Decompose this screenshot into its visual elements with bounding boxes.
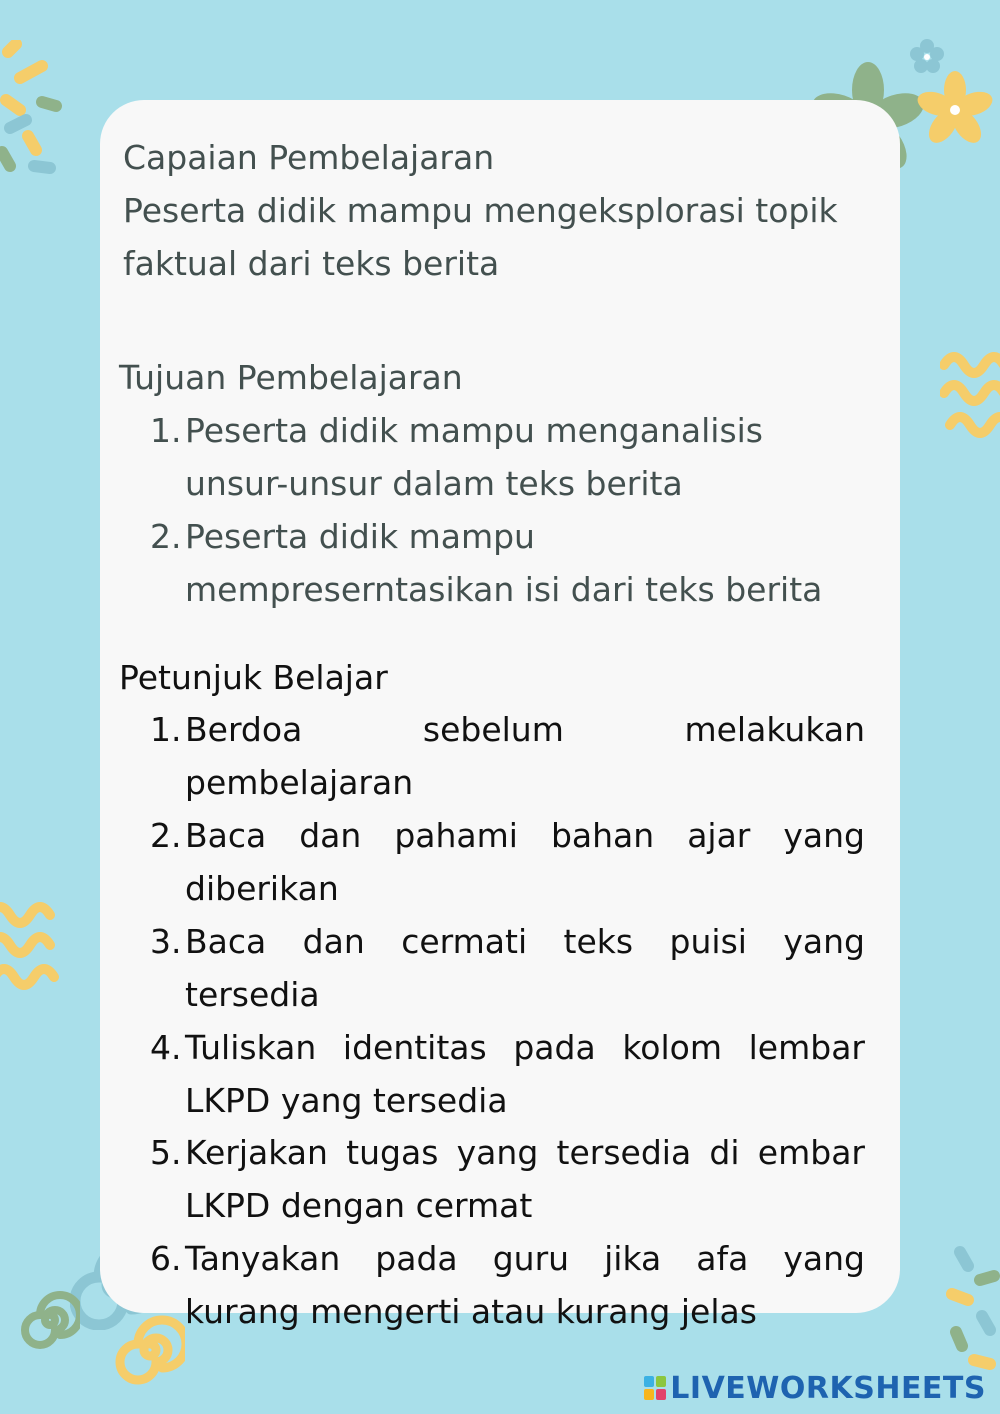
petunjuk-item-number: 4. [150, 1028, 182, 1067]
petunjuk-item-number: 2. [150, 816, 182, 855]
petunjuk-item-number: 3. [150, 922, 182, 961]
petunjuk-item-line-1: Tanyakan pada guru jika afa yang [185, 1239, 865, 1278]
petunjuk-item-line-2: LKPD yang tersedia [185, 1081, 508, 1120]
tujuan-heading: Tujuan Pembelajaran [119, 358, 463, 397]
confetti-top-left-decoration [0, 40, 80, 190]
tujuan-item-number: 2. [150, 517, 182, 556]
flower-small-blue-decoration [905, 35, 949, 79]
petunjuk-item-line-2: tersedia [185, 975, 320, 1014]
petunjuk-item-number: 6. [150, 1239, 182, 1278]
tujuan-item-line-1: Peserta didik mampu [185, 517, 535, 556]
capaian-text-line-2: faktual dari teks berita [123, 244, 500, 283]
squiggle-left-decoration [0, 895, 60, 995]
tujuan-item-line-2: unsur-unsur dalam teks berita [185, 464, 683, 503]
capaian-text-line-1: Peserta didik mampu mengeksplorasi topik [123, 191, 838, 230]
spiral-green-decoration [20, 1290, 80, 1350]
petunjuk-item-line-1: Berdoa sebelum melakukan [185, 710, 865, 749]
petunjuk-item-line-2: pembelajaran [185, 763, 414, 802]
liveworksheets-logo-text: LIVEWORKSHEETS [670, 1370, 986, 1406]
flower-yellow-decoration [915, 70, 995, 150]
petunjuk-item-line-1: Kerjakan tugas yang tersedia di embar [185, 1133, 865, 1172]
squiggle-right-decoration [940, 345, 1000, 445]
petunjuk-item-line-1: Tuliskan identitas pada kolom lembar [185, 1028, 865, 1067]
spiral-yellow-decoration [115, 1315, 185, 1385]
petunjuk-heading: Petunjuk Belajar [119, 658, 388, 697]
petunjuk-item-number: 5. [150, 1133, 182, 1172]
petunjuk-item-line-2: LKPD dengan cermat [185, 1186, 533, 1225]
tujuan-item-number: 1. [150, 411, 182, 450]
petunjuk-item-line-1: Baca dan pahami bahan ajar yang [185, 816, 865, 855]
tujuan-item-line-1: Peserta didik mampu menganalisis [185, 411, 763, 450]
petunjuk-item-line-2: kurang mengerti atau kurang jelas [185, 1292, 757, 1331]
liveworksheets-logo-icon [644, 1376, 666, 1400]
tujuan-item-line-2: mempreserntasikan isi dari teks berita [185, 570, 823, 609]
petunjuk-item-line-2: diberikan [185, 869, 339, 908]
capaian-heading: Capaian Pembelajaran [123, 138, 495, 177]
liveworksheets-logo[interactable] [644, 1372, 986, 1404]
petunjuk-item-number: 1. [150, 710, 182, 749]
petunjuk-item-line-1: Baca dan cermati teks puisi yang [185, 922, 865, 961]
